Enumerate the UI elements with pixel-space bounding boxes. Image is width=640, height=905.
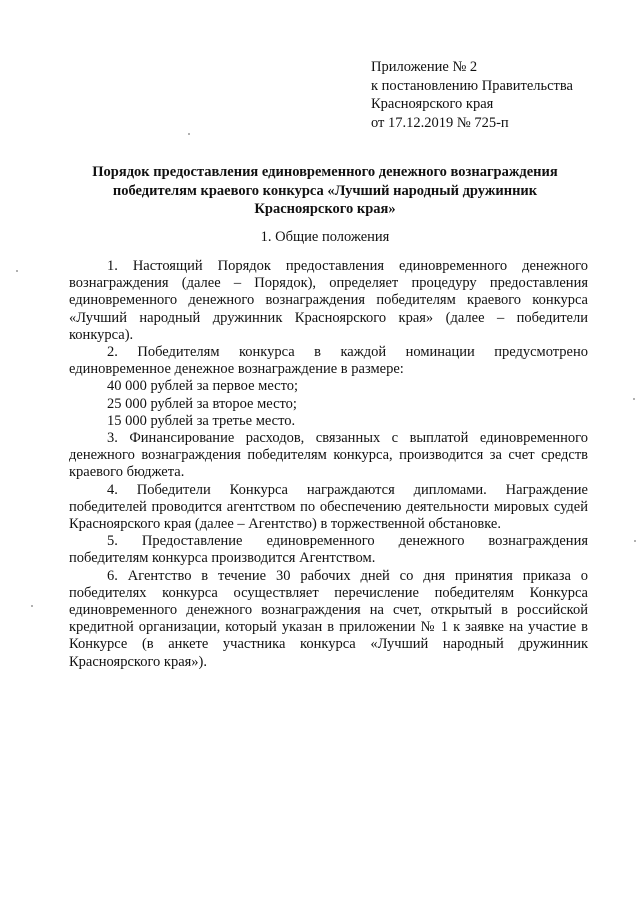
paragraph-1: 1. Настоящий Порядок предоставления единовременного денежного вознаграждения (далее – Порядок), определяет процедуру предоставления единовременного денежного вознаграждения победителям краевого конкурса «Лучший народный дружинник Красноярского края» (далее – победители конкурса). (69, 258, 588, 343)
title-line-3: Красноярского края» (254, 201, 396, 217)
appendix-reference (371, 58, 573, 132)
appendix-resolution: к постановлению Правительства (371, 77, 573, 94)
scan-speck (31, 605, 33, 607)
scan-speck (16, 270, 18, 272)
appendix-date: от 17.12.2019 № 725-п (371, 114, 509, 131)
document-body (69, 258, 588, 671)
appendix-number: Приложение № 2 (371, 59, 478, 75)
title-line-1: Порядок предоставления единовременного денежного вознаграждения (92, 164, 558, 180)
prize-second-place: 25 000 рублей за второе место; (107, 395, 297, 412)
appendix-region: Красноярского края (371, 96, 494, 112)
paragraph-3: 3. Финансирование расходов, связанных с выплатой единовременного денежного вознаграждения победителям конкурса, производится за счет средств краевого бюджета. (69, 430, 588, 481)
scan-speck (188, 133, 190, 135)
section-heading: 1. Общие положения (260, 229, 390, 245)
scan-speck (633, 398, 635, 400)
paragraph-6: 6. Агентство в течение 30 рабочих дней со дня принятия приказа о победителях конкурса осуществляет перечисление победителям Конкурса единовременного денежного вознаграждения на счет, открытый в российской кредитной организации, который указан в приложении № 1 к заявке на участие в Конкурсе (в анкете участника конкурса «Лучший народный дружинник Красноярского края»). (69, 567, 588, 670)
prize-third-place: 15 000 рублей за третье место. (107, 412, 296, 429)
paragraph-2: 2. Победителям конкурса в каждой номинации предусмотрено единовременное денежное вознаграждение в размере: (69, 344, 588, 378)
prize-first-place: 40 000 рублей за первое место; (107, 378, 298, 395)
document-title (60, 163, 590, 219)
scan-speck (634, 540, 636, 542)
title-line-2: победителям краевого конкурса «Лучший народный дружинник (112, 182, 538, 199)
paragraph-4: 4. Победители Конкурса награждаются дипломами. Награждение победителей проводится агентством по обеспечению деятельности мировых судей Красноярского края (далее – Агентство) в торжественной обстановке. (69, 481, 588, 533)
paragraph-5: 5. Предоставление единовременного денежного вознаграждения победителям конкурса производится Агентством. (69, 533, 588, 567)
